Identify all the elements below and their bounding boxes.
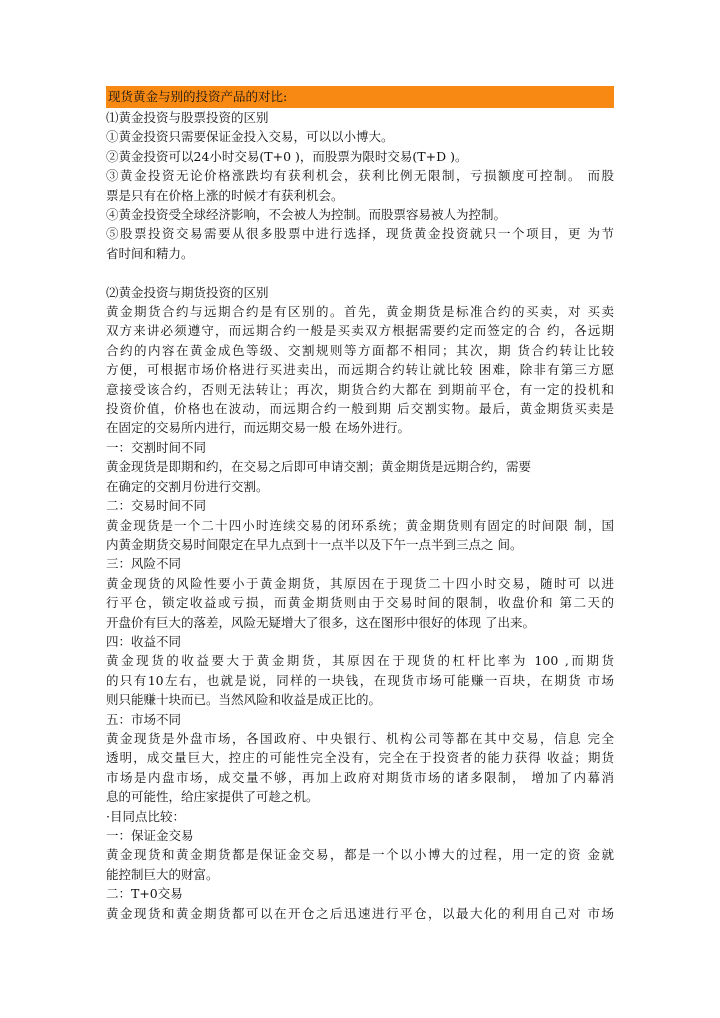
section-heading: 五：市场不同 [106,711,182,727]
paragraph-line: 黄金现货和黄金期货都可以在开仓之后迅速进行平仓，以最大化的利用自己对 市场 [106,905,614,921]
paragraph-line: 在确定的交割月份进行交割。 [106,478,269,494]
blank-line [106,263,614,282]
paragraph-line: 票是只有在价格上涨的时候才有获利机会。 [106,187,344,203]
document-title-bar [106,86,614,108]
paragraph-line: 投资价值，价格也在波动，而远期合约一般到期 后交割实物。最后，黄金期货买卖是 [106,401,614,417]
paragraph-line: 黄金现货的收益要大于黄金期货，其原因在于现货的杠杆比率为 100 ,而期货 [106,653,614,669]
document-title: 现货黄金与别的投资产品的对比: [108,89,288,104]
paragraph-line: 透明，成交量巨大，控庄的可能性完全没有，完全在于投资者的能力获得 收益；期货 [106,750,614,766]
paragraph-line: ④黄金投资受全球经济影响，不会被人为控制。而股票容易被人为控制。 [106,207,507,223]
paragraph-line: 黄金现货是外盘市场，各国政府、中央银行、机构公司等都在其中交易，信息 完全 [106,730,614,746]
section-heading: ⑵黄金投资与期货投资的区别 [106,284,269,300]
section-heading: 一：交割时间不同 [106,439,207,455]
paragraph-line: ③黄金投资无论价格涨跌均有获利机会，获利比例无限制，亏损额度可控制。 而股 [106,168,614,184]
section-heading: 三：风险不同 [106,556,182,572]
section-heading: ·目同点比较： [106,808,185,824]
section-heading: 四：收益不同 [106,633,182,649]
paragraph-line: 能控制巨大的财富。 [106,866,219,882]
paragraph-line: ②黄金投资可以24小时交易(T+0 )，而股票为限时交易(T+D )。 [106,148,468,164]
paragraph-line: 则只能赚十块而已。当然风险和收益是成正比的。 [106,692,382,708]
paragraph-line: 息的可能性，给庄家提供了可趁之机。 [106,789,319,805]
paragraph-line: 方便，可根据市场价格进行买进卖出，而远期合约转让就比较 困难，除非有第三方愿 [106,362,614,378]
section-heading: 二：交易时间不同 [106,498,207,514]
paragraph-line: 合约的内容在黄金成色等级、交割规则等方面都不相同；其次，期 货合约转让比较 [106,342,614,358]
paragraph-line: 黄金现货是即期和约，在交易之后即可申请交割；黄金期货是远期合约，需要 [106,459,532,475]
document-body [106,108,614,923]
paragraph-line: 省时间和精力。 [106,245,194,261]
paragraph-line: 的只有10左右，也就是说，同样的一块钱，在现货市场可能赚一百块，在期货 市场 [106,672,614,688]
paragraph-line: 内黄金期货交易时间限定在早九点到十一点半以及下午一点半到三点之 间。 [106,536,523,552]
section-heading: ⑴黄金投资与股票投资的区别 [106,110,269,125]
section-heading: 一：保证金交易 [106,828,194,844]
paragraph-line: 意接受该合约，否则无法转让；再次，期货合约大都在 到期前平仓，有一定的投机和 [106,381,614,397]
paragraph-line: ①黄金投资只需要保证金投入交易，可以以小博大。 [106,129,394,145]
document-page [106,86,614,923]
paragraph-line: 黄金现货是一个二十四小时连续交易的闭环系统；黄金期货则有固定的时间限 制，国 [106,517,614,533]
section-heading: 二：T+0交易 [106,886,183,902]
paragraph-line: 黄金期货合约与远期合约是有区别的。首先，黄金期货是标准合约的买卖，对 买卖 [106,304,614,320]
paragraph-line: 黄金现货和黄金期货都是保证金交易，都是一个以小博大的过程，用一定的资 金就 [106,847,614,863]
paragraph-line: 双方来讲必须遵守，而远期合约一般是买卖双方根据需要约定而签定的合 约，各远期 [106,323,614,339]
paragraph-line: 黄金现货的风险性要小于黄金期货，其原因在于现货二十四小时交易，随时可 以进 [106,575,614,591]
paragraph-line: 市场是内盘市场，成交量不够，再加上政府对期货市场的诸多限制， 增加了内幕消 [106,769,614,785]
paragraph-line: 在固定的交易所内进行，而远期交易一般 在场外进行。 [106,420,410,436]
paragraph-line: ⑤股票投资交易需要从很多股票中进行选择，现货黄金投资就只一个项目，更 为节 [106,226,614,242]
paragraph-line: 行平仓，锁定收益或亏损，而黄金期货则由于交易时间的限制，收盘价和 第二天的 [106,595,614,611]
paragraph-line: 开盘价有巨大的落差，风险无疑增大了很多，这在图形中很好的体现 了出来。 [106,614,535,630]
